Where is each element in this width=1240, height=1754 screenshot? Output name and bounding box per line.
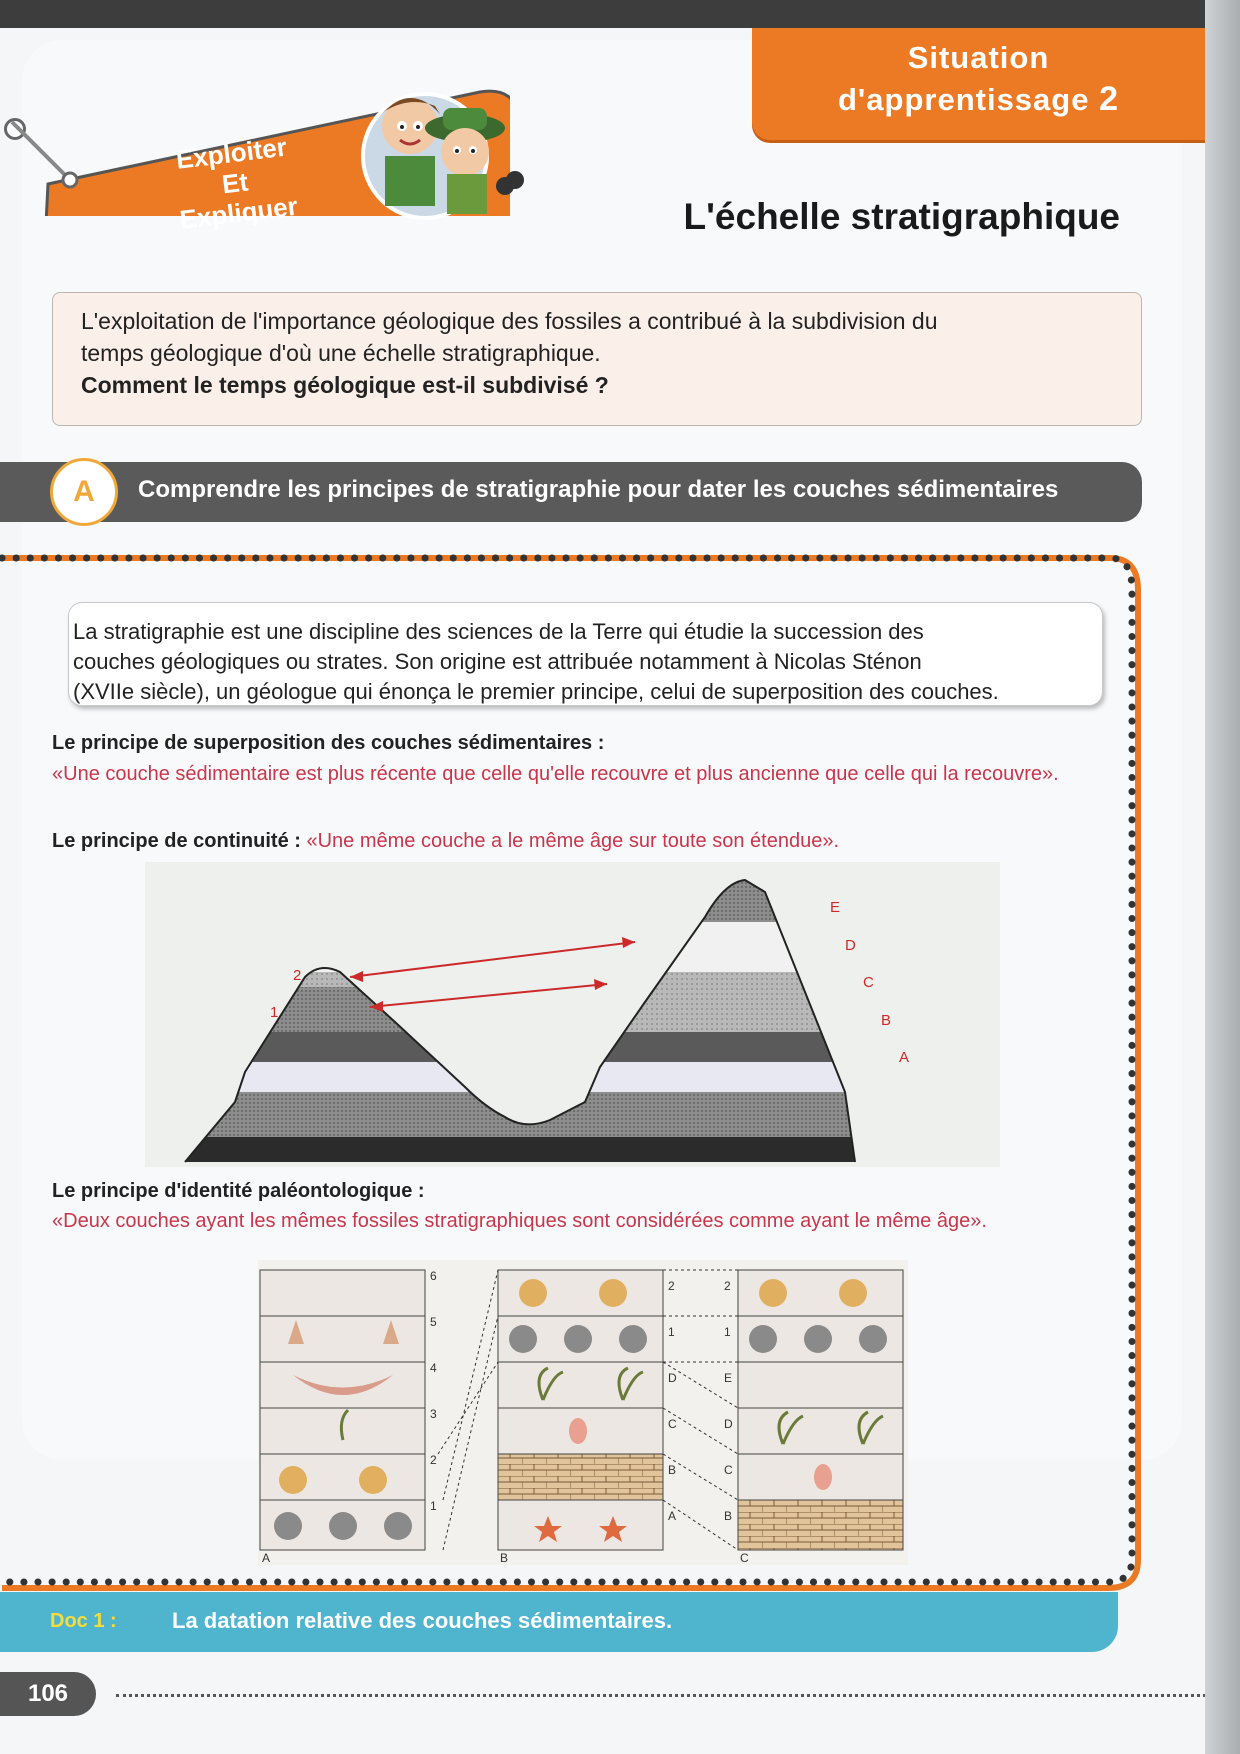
doc-caption-bar <box>0 1592 1118 1652</box>
continuity-title: Le principe de continuité : <box>52 830 301 852</box>
column-b <box>498 1270 677 1565</box>
col-b-right-2: 2 <box>668 1279 675 1293</box>
col-c-left-D: D <box>724 1417 733 1431</box>
col-a-num-1: 1 <box>430 1499 437 1513</box>
top-bar <box>0 0 1205 28</box>
fig1-label-C: C <box>863 974 874 991</box>
situation-label: d'apprentissage <box>837 82 1090 117</box>
badge-line3: Expliquer <box>178 190 300 235</box>
col-b-right-D: D <box>668 1371 677 1385</box>
definition-box <box>68 602 1103 706</box>
col-b-right-C: C <box>668 1417 677 1431</box>
col-a-num-5: 5 <box>430 1315 437 1329</box>
doc-label: Doc 1 : <box>50 1610 117 1632</box>
section-a-bar <box>0 462 1142 522</box>
col-a-num-2: 2 <box>430 1453 437 1467</box>
col-b-right-A: A <box>668 1509 677 1523</box>
situation-tab <box>752 28 1205 140</box>
paleo-title: Le principe d'identité paléontologique : <box>52 1180 425 1202</box>
doc-title: La datation relative des couches sédimentaires. <box>172 1608 673 1633</box>
intro-line2: temps géologique d'où une échelle stratigraphique. <box>81 340 601 366</box>
definition-line1: La stratigraphie est une discipline des sciences de la Terre qui étudie la succession des <box>73 619 924 644</box>
situation-line2 <box>752 80 1205 119</box>
book-gutter <box>1205 0 1240 1754</box>
col-a-num-3: 3 <box>430 1407 437 1421</box>
definition-line3: (XVIIe siècle), un géologue qui énonça le premier principe, celui de superposition des couches. <box>73 679 999 704</box>
col-c-left-C: C <box>724 1463 733 1477</box>
continuity-figure <box>145 862 1000 1167</box>
col-c-left-1: 1 <box>724 1325 731 1339</box>
col-a-num-6: 6 <box>430 1269 437 1283</box>
fig1-label-1: 1 <box>270 1004 279 1021</box>
fig1-label-D: D <box>845 937 856 954</box>
pin-stick-icon <box>10 120 80 190</box>
superposition-text: «Une couche sédimentaire est plus récente que celle qu'elle recouvre et plus ancienne que celle qui la recouvre». <box>52 763 1059 785</box>
intro-line1: L'exploitation de l'importance géologique des fossiles a contribué à la subdivision du <box>81 308 938 334</box>
col-b-right-1: 1 <box>668 1325 675 1339</box>
col-a-num-4: 4 <box>430 1361 437 1375</box>
fig1-label-E: E <box>830 899 841 916</box>
fig1-label-A: A <box>899 1049 910 1066</box>
column-c <box>724 1270 903 1565</box>
footer-dotted-line <box>116 1694 1206 1697</box>
column-a <box>260 1269 437 1565</box>
col-c-left-E: E <box>724 1371 733 1385</box>
definition-line2: couches géologiques ou strates. Son origine est attribuée notamment à Nicolas Sténon <box>73 649 922 674</box>
continuity-principle <box>52 830 839 853</box>
col-c-left-B: B <box>724 1509 733 1523</box>
situation-number: 2 <box>1099 80 1120 118</box>
badge-line1: Exploiter <box>174 131 289 175</box>
page-title: L'échelle stratigraphique <box>683 196 1120 237</box>
page-number: 106 <box>0 1672 96 1716</box>
intro-question: Comment le temps géologique est-il subdivisé ? <box>81 372 609 398</box>
section-letter: A <box>50 458 118 526</box>
fig1-label-B: B <box>881 1012 892 1029</box>
paleo-text: «Deux couches ayant les mêmes fossiles stratigraphiques sont considérées comme ayant le même âge». <box>52 1210 987 1232</box>
continuity-text: «Une même couche a le même âge sur toute son étendue». <box>306 830 840 852</box>
badge-line2: Et <box>220 166 250 200</box>
col-a-label: A <box>262 1551 271 1565</box>
intro-box <box>52 292 1142 426</box>
col-c-left-2: 2 <box>724 1279 731 1293</box>
section-title: Comprendre les principes de stratigraphie pour dater les couches sédimentaires <box>138 476 1059 503</box>
col-b-label: B <box>500 1551 509 1565</box>
col-b-right-B: B <box>668 1463 677 1477</box>
situation-line1: Situation <box>907 40 1050 75</box>
paleo-figure <box>258 1260 908 1565</box>
superposition-title: Le principe de superposition des couches sédimentaires : <box>52 732 605 754</box>
col-c-label: C <box>740 1551 749 1565</box>
fig1-label-2: 2 <box>293 967 302 984</box>
